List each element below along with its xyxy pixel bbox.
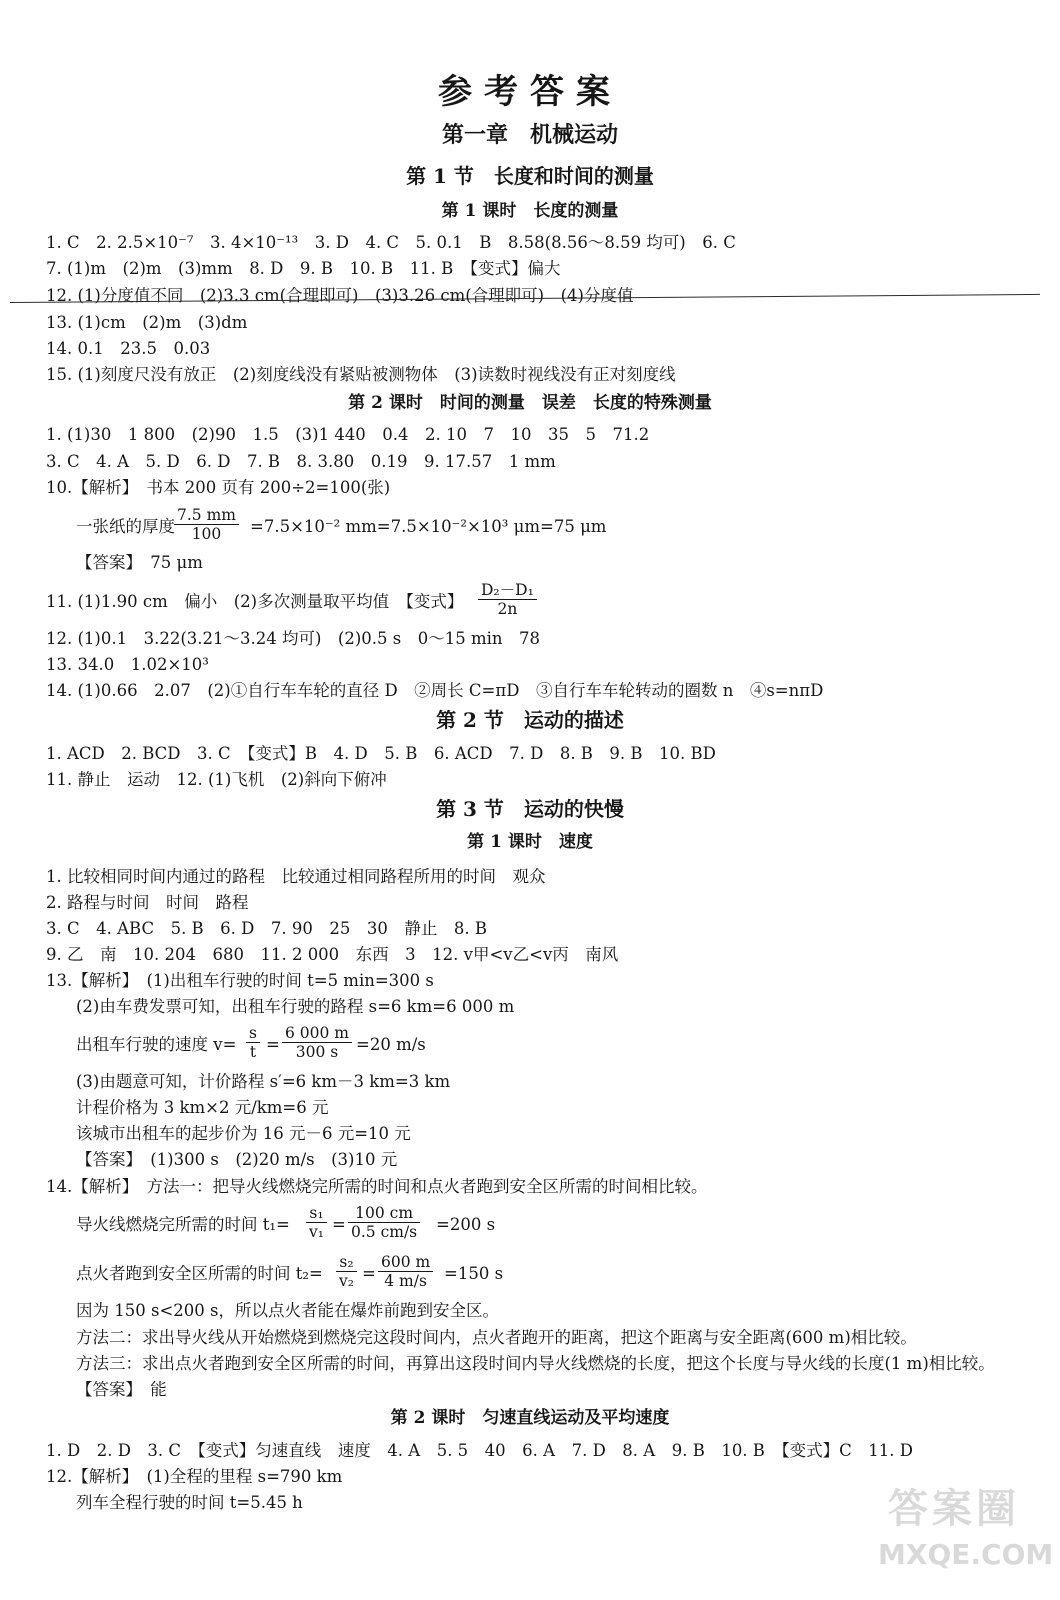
answer-line: 14. (1)0.66 2.07 (2)①自行车车轮的直径 D ②周长 C=πD ③自行车车轮转动的圈数 n ④s=nπD bbox=[46, 681, 824, 700]
answer-line: 1. 比较相同时间内通过的路程 比较通过相同路程所用的时间 观众 bbox=[46, 867, 546, 886]
numerator: s₁ bbox=[306, 1204, 327, 1223]
formula-label: 一张纸的厚度 bbox=[76, 517, 175, 536]
lesson-heading-3: 第 1 课时 速度 bbox=[467, 832, 593, 852]
lesson-heading-4: 第 2 课时 匀速直线运动及平均速度 bbox=[390, 1408, 670, 1428]
answer-line: 方法二：求出导火线从开始燃烧到燃烧完这段时间内，点火者跑开的距离，把这个距离与安全距离(600 m)相比较。 bbox=[76, 1328, 917, 1347]
formula-label: 导火线燃烧完所需的时间 t₁= bbox=[76, 1215, 290, 1234]
denominator: 4 m/s bbox=[384, 1272, 427, 1290]
numerator: 6 000 m bbox=[282, 1024, 352, 1043]
formula-result: =200 s bbox=[436, 1215, 496, 1234]
numerator: D₂－D₁ bbox=[478, 581, 537, 600]
answer-line: 13. (1)cm (2)m (3)dm bbox=[46, 313, 248, 332]
section-heading-3: 第 3 节 运动的快慢 bbox=[436, 797, 624, 821]
numerator: 600 m bbox=[378, 1253, 433, 1272]
answer-line: 13.【解析】 (1)出租车行驶的时间 t=5 min=300 s bbox=[46, 971, 434, 990]
answer-line: 13. 34.0 1.02×10³ bbox=[46, 655, 209, 674]
answer-line: 12. (1)分度值不同 (2)3.3 cm(合理即可) (3)3.26 cm(合理即可) (4)分度值 bbox=[46, 286, 634, 305]
denominator: t bbox=[249, 1043, 257, 1061]
answer-line: 1. ACD 2. BCD 3. C 【变式】B 4. D 5. B 6. ACD 7. D 8. B 9. B 10. BD bbox=[46, 744, 716, 763]
numerator: s₂ bbox=[336, 1253, 357, 1272]
numerator: 100 cm bbox=[348, 1204, 420, 1223]
answer-line: 15. (1)刻度尺没有放正 (2)刻度线没有紧贴被测物体 (3)读数时视线没有正对刻度线 bbox=[46, 365, 676, 384]
answer-line: 因为 150 s<200 s，所以点火者能在爆炸前跑到安全区。 bbox=[76, 1301, 499, 1320]
page-title: 参考答案 bbox=[438, 72, 622, 112]
answer-line: 7. (1)m (2)m (3)mm 8. D 9. B 10. B 11. B 【变式】偏大 bbox=[46, 259, 561, 278]
denominator: 2n bbox=[497, 600, 518, 618]
fraction bbox=[246, 1024, 260, 1061]
answer-line: 1. (1)30 1 800 (2)90 1.5 (3)1 440 0.4 2. 10 7 10 35 5 71.2 bbox=[46, 425, 650, 444]
formula-result: =7.5×10⁻² mm=7.5×10⁻²×10³ μm=75 μm bbox=[250, 517, 607, 536]
answer-line: 该城市出租车的起步价为 16 元－6 元=10 元 bbox=[76, 1124, 411, 1143]
answer-line: 9. 乙 南 10. 204 680 11. 2 000 东西 3 12. v甲<v乙<v丙 南风 bbox=[46, 945, 619, 964]
answer-line: 14. 0.1 23.5 0.03 bbox=[46, 339, 211, 358]
lesson-heading-2: 第 2 课时 时间的测量 误差 长度的特殊测量 bbox=[348, 393, 712, 413]
numerator: s bbox=[246, 1024, 260, 1043]
answer-line: 12. (1)0.1 3.22(3.21～3.24 均可) (2)0.5 s 0～15 min 78 bbox=[46, 629, 541, 648]
watermark-site: MXQE.COM bbox=[878, 1538, 1054, 1571]
formula-label: 点火者跑到安全区所需的时间 t₂= bbox=[76, 1264, 323, 1283]
section-heading-2: 第 2 节 运动的描述 bbox=[436, 708, 624, 732]
fraction bbox=[282, 1024, 352, 1061]
answer-line: 3. C 4. ABC 5. B 6. D 7. 90 25 30 静止 8. B bbox=[46, 919, 487, 938]
answer-line: 3. C 4. A 5. D 6. D 7. B 8. 3.80 0.19 9. 17.57 1 mm bbox=[46, 452, 556, 471]
answer-line: 10.【解析】 书本 200 页有 200÷2=100(张) bbox=[46, 478, 391, 497]
fraction bbox=[478, 581, 537, 618]
lesson-heading-1: 第 1 课时 长度的测量 bbox=[441, 201, 619, 221]
fraction bbox=[306, 1204, 327, 1241]
chapter-heading: 第一章 机械运动 bbox=[441, 122, 618, 148]
answer-line: 【答案】 (1)300 s (2)20 m/s (3)10 元 bbox=[76, 1150, 398, 1169]
denominator: v₂ bbox=[339, 1272, 354, 1290]
fraction bbox=[378, 1253, 433, 1290]
answer-line: 2. 路程与时间 时间 路程 bbox=[46, 893, 249, 912]
denominator: 100 bbox=[191, 525, 222, 543]
section-heading-1: 第 1 节 长度和时间的测量 bbox=[406, 164, 654, 188]
equals-sign: = bbox=[332, 1215, 346, 1234]
answer-line: 1. C 2. 2.5×10⁻⁷ 3. 4×10⁻¹³ 3. D 4. C 5. 0.1 B 8.58(8.56～8.59 均可) 6. C bbox=[46, 233, 736, 252]
answer-line: 计程价格为 3 km×2 元/km=6 元 bbox=[76, 1098, 329, 1117]
fraction bbox=[348, 1204, 420, 1241]
answer-line: 12.【解析】 (1)全程的里程 s=790 km bbox=[46, 1467, 343, 1486]
denominator: 300 s bbox=[295, 1043, 339, 1061]
answer-line: 【答案】 能 bbox=[76, 1380, 167, 1399]
answer-line: (3)由题意可知，计价路程 s′=6 km－3 km=3 km bbox=[76, 1072, 451, 1091]
answer-line: 方法三：求出点火者跑到安全区所需的时间，再算出这段时间内导火线燃烧的长度，把这个长度与导火线的长度(1 m)相比较。 bbox=[76, 1354, 995, 1373]
equals-sign: = bbox=[362, 1264, 376, 1283]
denominator: 0.5 cm/s bbox=[351, 1223, 418, 1241]
answer-line: (2)由车费发票可知，出租车行驶的路程 s=6 km=6 000 m bbox=[76, 997, 515, 1016]
equals-sign: = bbox=[266, 1035, 280, 1054]
answer-line: 1. D 2. D 3. C 【变式】匀速直线 速度 4. A 5. 5 40 6. A 7. D 8. A 9. B 10. B 【变式】C 11. D bbox=[46, 1441, 914, 1460]
answer-line: 11. (1)1.90 cm 偏小 (2)多次测量取平均值 【变式】 bbox=[46, 592, 464, 611]
answer-line: 14.【解析】 方法一：把导火线燃烧完所需的时间和点火者跑到安全区所需的时间相比较。 bbox=[46, 1177, 708, 1196]
denominator: v₁ bbox=[309, 1223, 324, 1241]
fraction bbox=[174, 506, 239, 543]
numerator: 7.5 mm bbox=[174, 506, 239, 525]
answer-line: 列车全程行驶的时间 t=5.45 h bbox=[76, 1493, 303, 1512]
formula-result: =20 m/s bbox=[356, 1035, 426, 1054]
formula-label: 出租车行驶的速度 v= bbox=[76, 1035, 237, 1054]
answer-line: 【答案】 75 μm bbox=[76, 553, 203, 572]
watermark-logo: 答案圈 bbox=[888, 1486, 1020, 1532]
answer-line: 11. 静止 运动 12. (1)飞机 (2)斜向下俯冲 bbox=[46, 770, 387, 789]
fraction bbox=[336, 1253, 357, 1290]
formula-result: =150 s bbox=[444, 1264, 504, 1283]
